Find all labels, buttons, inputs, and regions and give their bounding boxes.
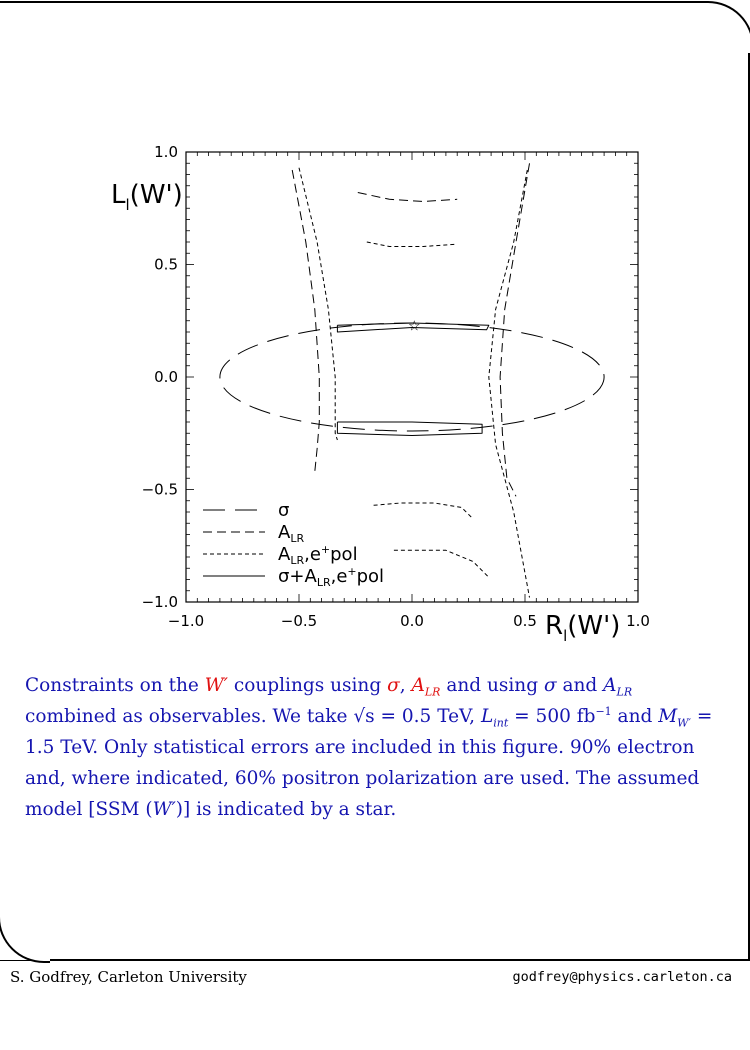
x-tick-label: 1.0: [626, 612, 650, 630]
series-a-lr-left: [292, 170, 319, 472]
figure-caption: Constraints on the W′ couplings using σ, $A_{LR}$ and using σ and $A_{LR}$ combined as observables. We take √s = 0.5 TeV, $L_{int} = 500$ $fb^{-1}$ and $M_{W'} = 1.5$ TeV. Only statistical errors are included in this figure. 90% electron and, where indicated, 60% positron polarization are used. The assumed model [SSM (W′)] is indicated by a star.: [25, 675, 713, 820]
x-tick-label: 0.5: [513, 612, 537, 630]
legend: [203, 500, 384, 589]
y-tick-label: −1.0: [141, 593, 178, 611]
series-a-lr-top: [358, 193, 457, 202]
caption-wprime: W′: [204, 675, 228, 696]
x-tick-label: −0.5: [280, 612, 318, 630]
footer-email[interactable]: godfrey@physics.carleton.ca: [512, 969, 732, 985]
series-a-lr-e-pol-lower: [374, 503, 473, 519]
footer-author: S. Godfrey, Carleton University: [10, 968, 247, 986]
legend-label: σ: [278, 500, 290, 521]
caption-sigma: σ: [387, 675, 400, 696]
ssm-star-marker: ☆: [407, 318, 421, 335]
y-axis-label: $L_l(W')$: [111, 180, 183, 214]
y-tick-label: 1.0: [154, 143, 178, 161]
y-tick-label: 0.5: [154, 255, 178, 274]
y-tick-label: −0.5: [141, 480, 178, 499]
x-axis-label: $R_l(W')$: [545, 611, 621, 645]
plot-frame: [186, 152, 638, 602]
x-tick-label: 0.0: [400, 612, 424, 630]
series-a-lr-e-pol-bottom-right: [394, 550, 489, 577]
series-a-lr-e-pol-right: [489, 170, 530, 598]
caption-alr: $A_{LR}$: [411, 675, 441, 699]
y-tick-label: 0.0: [154, 368, 178, 386]
series-a-lr-e-pol-upper: [367, 242, 455, 247]
legend-label: $A_{LR},e^+pol$: [278, 543, 358, 567]
series-: [220, 323, 604, 431]
legend-label: $A_{LR}$: [278, 522, 305, 545]
sqrt-s: √s: [353, 706, 375, 727]
x-tick-label: −1.0: [167, 612, 205, 630]
series-a-lr-e-pol-left: [299, 168, 337, 440]
legend-label: $\sigma+A_{LR},e^+pol$: [278, 565, 385, 589]
